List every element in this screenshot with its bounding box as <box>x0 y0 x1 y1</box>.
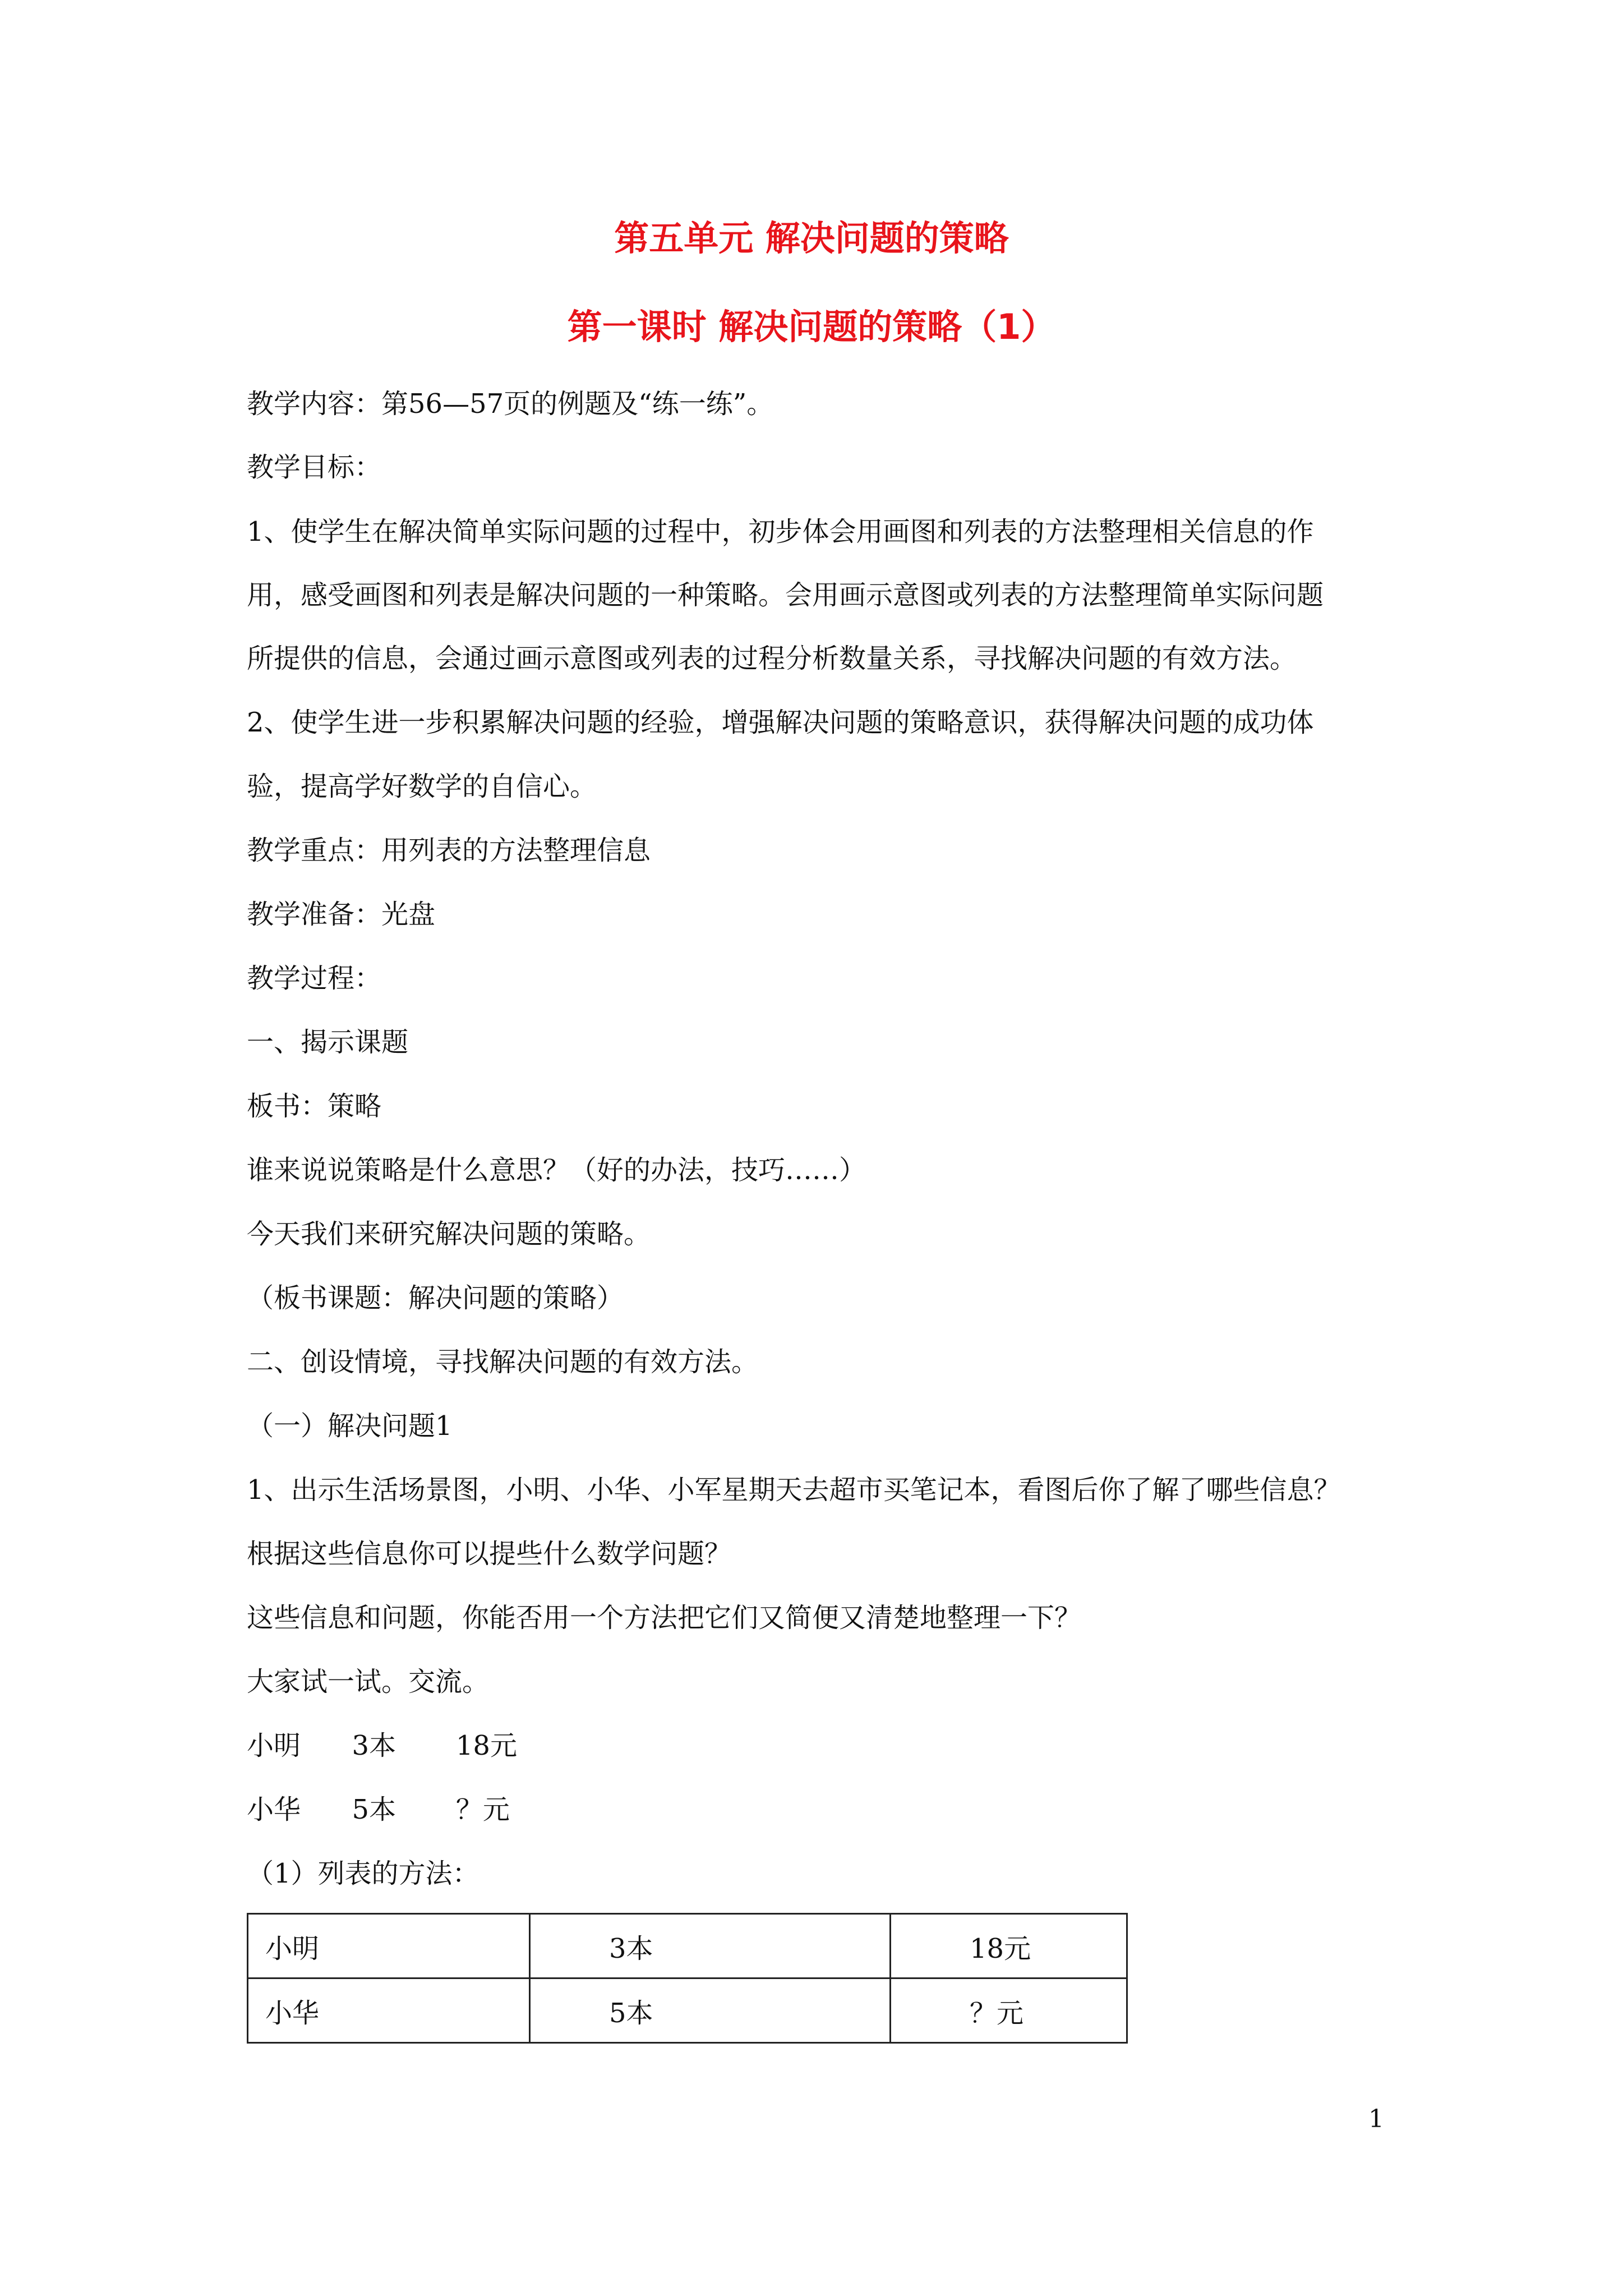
paragraph: 大家试一试。交流。 <box>247 1666 490 1697</box>
paragraph: 这些信息和问题，你能否用一个方法把它们又简便又清楚地整理一下？ <box>247 1602 1082 1634</box>
table-cell-quantity: 5本 <box>530 1978 891 2043</box>
table-cell-name: 小明 <box>248 1914 530 1978</box>
paragraph: 今天我们来研究解决问题的策略。 <box>247 1218 651 1250</box>
paragraph: 1、使学生在解决简单实际问题的过程中，初步体会用画图和列表的方法整理相关信息的作 <box>247 516 1314 547</box>
page-number: 1 <box>1368 2105 1384 2133</box>
paragraph: 谁来说说策略是什么意思？（好的办法，技巧……） <box>247 1154 866 1186</box>
paragraph: 所提供的信息，会通过画示意图或列表的过程分析数量关系，寻找解决问题的有效方法。 <box>247 643 1297 674</box>
paragraph: 教学准备：光盘 <box>247 899 436 930</box>
paragraph: 用，感受画图和列表是解决问题的一种策略。会用画示意图或列表的方法整理简单实际问题 <box>247 579 1324 611</box>
paragraph: （1）列表的方法： <box>247 1858 479 1889</box>
paragraph: 二、创设情境，寻找解决问题的有效方法。 <box>247 1346 759 1378</box>
paragraph: 1、出示生活场景图，小明、小华、小军星期天去超市买笔记本，看图后你了解了哪些信息？ <box>247 1474 1341 1506</box>
paragraph: 板书：策略 <box>247 1091 382 1122</box>
lesson-title: 第一课时 解决问题的策略（1） <box>567 306 1056 347</box>
table-row <box>248 1978 1127 2043</box>
paragraph: 教学过程： <box>247 963 382 994</box>
paragraph: 教学内容：第56—57页的例题及“练一练”。 <box>247 388 774 420</box>
unit-title: 第五单元 解决问题的策略 <box>614 218 1009 259</box>
table-cell-price: 18元 <box>891 1914 1127 1978</box>
paragraph: 根据这些信息你可以提些什么数学问题？ <box>247 1538 732 1570</box>
table-cell-name: 小华 <box>248 1978 530 2043</box>
paragraph: 教学目标： <box>247 452 382 483</box>
paragraph: （一）解决问题1 <box>247 1410 453 1442</box>
paragraph: 2、使学生进一步积累解决问题的经验，增强解决问题的策略意识，获得解决问题的成功体 <box>247 707 1314 738</box>
paragraph: 小华 5本 ？元 <box>247 1794 510 1825</box>
paragraph: 一、揭示课题 <box>247 1027 409 1058</box>
paragraph: （板书课题：解决问题的策略） <box>247 1282 624 1314</box>
table-cell-quantity: 3本 <box>530 1914 891 1978</box>
paragraph: 小明 3本 18元 <box>247 1730 517 1761</box>
paragraph: 验，提高学好数学的自信心。 <box>247 771 597 802</box>
table-row <box>248 1914 1127 1978</box>
paragraph: 教学重点：用列表的方法整理信息 <box>247 835 651 866</box>
info-table <box>247 1913 1128 2044</box>
table-cell-price: ？元 <box>891 1978 1127 2043</box>
